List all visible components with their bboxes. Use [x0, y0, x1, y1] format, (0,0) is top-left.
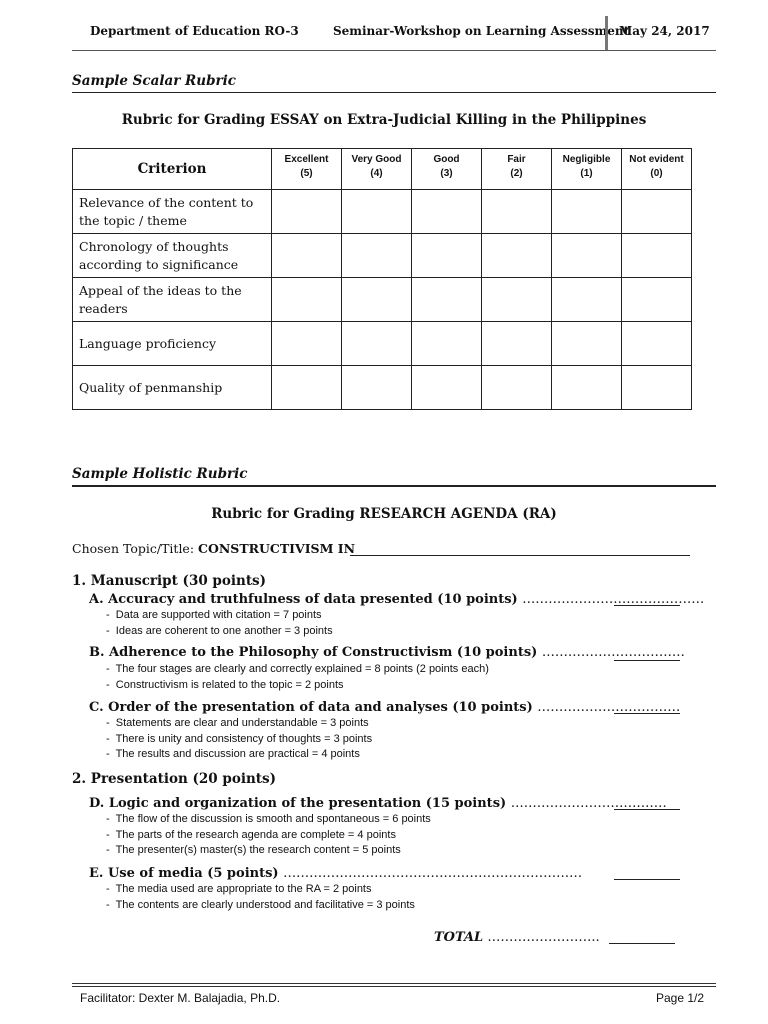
topic-input-line[interactable]	[350, 555, 690, 556]
part-manuscript: 1. Manuscript (30 points)	[72, 573, 267, 589]
score-cell[interactable]	[622, 322, 692, 366]
total-score-blank[interactable]	[609, 943, 675, 944]
list-item: - The results and discussion are practical = 4 points	[106, 748, 360, 760]
table-row	[73, 278, 692, 322]
header-divider	[605, 16, 608, 50]
criterion-penmanship: Quality of penmanship	[73, 366, 272, 410]
scalar-section-title: Sample Scalar Rubric	[72, 73, 236, 89]
score-cell[interactable]	[342, 278, 412, 322]
score-cell[interactable]	[342, 322, 412, 366]
total-line	[434, 930, 600, 945]
level-fair: Fair (2)	[482, 149, 552, 190]
scalar-rubric-title: Rubric for Grading ESSAY on Extra-Judicial Killing in the Philippines	[121, 112, 647, 128]
list-item: - Ideas are coherent to one another = 3 points	[106, 624, 333, 637]
score-cell[interactable]	[342, 234, 412, 278]
score-cell[interactable]	[272, 278, 342, 322]
score-cell[interactable]	[272, 322, 342, 366]
score-cell[interactable]	[272, 190, 342, 234]
item-a-subs	[106, 608, 333, 639]
scalar-section-rule	[72, 92, 716, 93]
score-cell[interactable]	[412, 278, 482, 322]
table-row	[73, 190, 692, 234]
score-cell[interactable]	[622, 234, 692, 278]
score-cell[interactable]	[552, 322, 622, 366]
score-cell[interactable]	[552, 278, 622, 322]
level-very-good: Very Good (4)	[342, 149, 412, 190]
total-dots: ……………………..	[487, 930, 600, 945]
list-item: - The contents are clearly understood and facilitative = 3 points	[106, 898, 415, 911]
chosen-topic-line	[72, 541, 355, 556]
item-a: A. Accuracy and truthfulness of data presented (10 points) ……………………………………	[89, 592, 705, 607]
score-cell[interactable]	[482, 190, 552, 234]
score-cell[interactable]	[482, 278, 552, 322]
footer-page-number: Page 1/2	[656, 991, 705, 1005]
list-item: - The flow of the discussion is smooth and spontaneous = 6 points	[106, 813, 431, 825]
item-c-subs	[106, 716, 372, 763]
criterion-language: Language proficiency	[73, 322, 272, 366]
item-b-subs	[106, 662, 489, 693]
score-cell[interactable]	[272, 366, 342, 410]
score-blank-a[interactable]	[614, 605, 680, 606]
score-cell[interactable]	[272, 234, 342, 278]
footer-rule-2	[72, 986, 716, 987]
score-blank-d[interactable]	[614, 809, 680, 810]
table-row	[73, 366, 692, 410]
score-cell[interactable]	[482, 322, 552, 366]
list-item: - The four stages are clearly and correctly explained = 8 points (2 points each)	[106, 663, 489, 675]
item-b: B. Adherence to the Philosophy of Constructivism (10 points) ……………………………	[89, 645, 685, 660]
topic-label: Chosen Topic/Title:	[72, 541, 195, 556]
item-d-subs	[106, 812, 431, 859]
table-row	[73, 234, 692, 278]
list-item: - Statements are clear and understandable = 3 points	[106, 717, 369, 729]
footer-rule-1	[72, 983, 716, 984]
department-name: Department of Education RO-3	[90, 24, 299, 38]
table-header-row	[73, 149, 692, 190]
level-not-evident: Not evident (0)	[622, 149, 692, 190]
item-c: C. Order of the presentation of data and analyses (10 points) ……………………………	[89, 700, 681, 715]
score-blank-c[interactable]	[614, 713, 680, 714]
holistic-section-rule	[72, 485, 716, 487]
score-cell[interactable]	[622, 366, 692, 410]
score-cell[interactable]	[482, 366, 552, 410]
score-cell[interactable]	[412, 322, 482, 366]
score-cell[interactable]	[552, 234, 622, 278]
holistic-section-title: Sample Holistic Rubric	[72, 466, 248, 482]
criterion-header: Criterion	[73, 149, 272, 190]
footer-facilitator: Facilitator: Dexter M. Balajadia, Ph.D.	[80, 991, 281, 1005]
topic-value: CONSTRUCTIVISM IN	[198, 541, 356, 556]
seminar-title: Seminar-Workshop on Learning Assessment	[333, 24, 630, 38]
header-date: May 24, 2017	[619, 24, 710, 38]
table-row	[73, 322, 692, 366]
score-cell[interactable]	[412, 366, 482, 410]
item-e-subs	[106, 882, 415, 913]
score-blank-e[interactable]	[614, 879, 680, 880]
score-cell[interactable]	[482, 234, 552, 278]
score-cell[interactable]	[552, 190, 622, 234]
criterion-chronology: Chronology of thoughts according to significance	[73, 234, 272, 278]
part-presentation: 2. Presentation (20 points)	[72, 771, 277, 787]
item-e: E. Use of media (5 points) ……………………………………………………………	[89, 866, 583, 881]
list-item: - Data are supported with citation = 7 points	[106, 609, 322, 621]
score-cell[interactable]	[342, 190, 412, 234]
header-rule	[72, 50, 716, 51]
holistic-rubric-title: Rubric for Grading RESEARCH AGENDA (RA)	[211, 506, 557, 522]
score-cell[interactable]	[552, 366, 622, 410]
level-excellent: Excellent (5)	[272, 149, 342, 190]
scalar-rubric-table	[72, 148, 692, 410]
score-cell[interactable]	[622, 190, 692, 234]
list-item: - The media used are appropriate to the RA = 2 points	[106, 883, 372, 895]
score-cell[interactable]	[622, 278, 692, 322]
score-blank-b[interactable]	[614, 660, 680, 661]
list-item: - There is unity and consistency of thoughts = 3 points	[106, 732, 373, 745]
criterion-relevance: Relevance of the content to the topic / theme	[73, 190, 272, 234]
criterion-appeal: Appeal of the ideas to the readers	[73, 278, 272, 322]
level-negligible: Negligible (1)	[552, 149, 622, 190]
score-cell[interactable]	[342, 366, 412, 410]
score-cell[interactable]	[412, 234, 482, 278]
item-d: D. Logic and organization of the presentation (15 points) ………………………………	[89, 796, 667, 811]
total-label: TOTAL	[434, 930, 484, 945]
list-item: - Constructivism is related to the topic = 2 points	[106, 678, 344, 691]
score-cell[interactable]	[412, 190, 482, 234]
list-item: - The parts of the research agenda are complete = 4 points	[106, 828, 396, 841]
level-good: Good (3)	[412, 149, 482, 190]
list-item: - The presenter(s) master(s) the research content = 5 points	[106, 844, 401, 856]
